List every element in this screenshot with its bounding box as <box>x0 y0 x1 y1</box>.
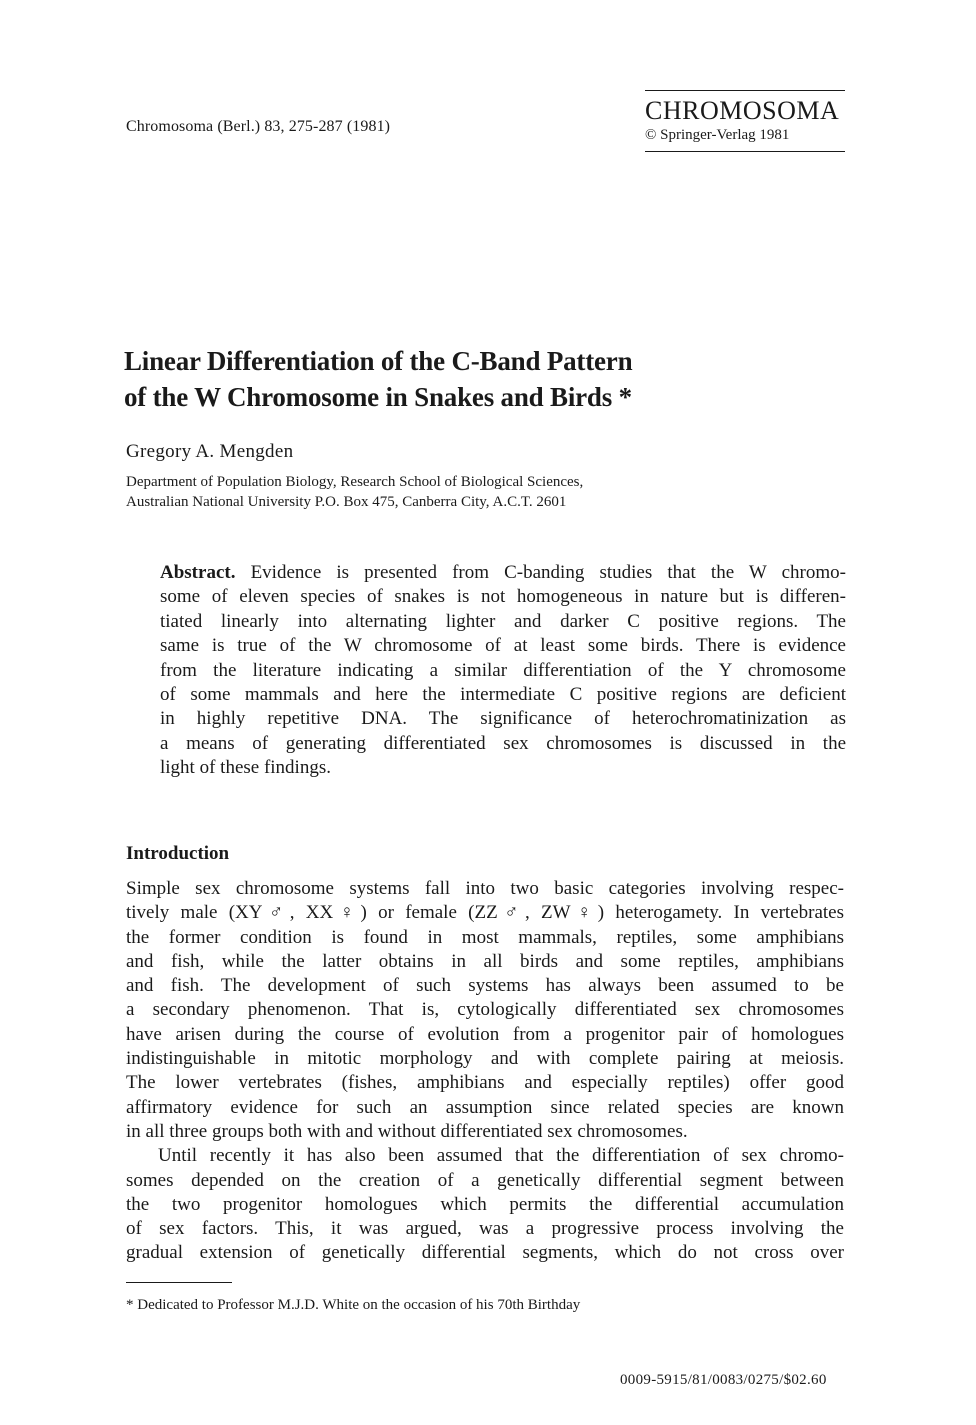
affiliation-line: Department of Population Biology, Research School of Biological Sciences, <box>126 474 584 490</box>
abstract-first-line-text: Evidence is presented from C-banding studies that the W chromo- <box>235 562 846 583</box>
body-line: of sex factors. This, it was argued, was a progressive process involving the <box>126 1218 844 1240</box>
body-line: gradual extension of genetically differential segments, which do not cross over <box>126 1242 844 1264</box>
footnote: * Dedicated to Professor M.J.D. White on the occasion of his 70th Birthday <box>126 1297 581 1313</box>
abstract-line: same is true of the W chromosome of at least some birds. There is evidence <box>160 635 846 657</box>
body-line: the former condition is found in most mammals, reptiles, some amphibians <box>126 926 844 948</box>
abstract-line: in highly repetitive DNA. The significance of heterochromatinization as <box>160 708 846 730</box>
abstract-line: a means of generating differentiated sex chromosomes is discussed in the <box>160 732 846 754</box>
journal-citation: Chromosoma (Berl.) 83, 275-287 (1981) <box>126 118 391 135</box>
body-line: tively male (XY♂, XX♀) or female (ZZ♂, ZW♀) heterogamety. In vertebrates <box>126 902 844 924</box>
abstract-line <box>160 561 846 585</box>
abstract-line: from the literature indicating a similar differentiation of the Y chromosome <box>160 659 846 681</box>
body-line: a secondary phenomenon. That is, cytologically differentiated sex chromosomes <box>126 999 844 1021</box>
masthead-rule-bottom <box>645 151 845 152</box>
abstract-line: some of eleven species of snakes is not homogeneous in nature but is differen- <box>160 586 846 608</box>
body-line: in all three groups both with and without differentiated sex chromosomes. <box>126 1120 688 1142</box>
author-affiliation <box>126 472 846 512</box>
author-name: Gregory A. Mengden <box>126 441 294 462</box>
title-line: of the W Chromosome in Snakes and Birds * <box>124 382 632 412</box>
journal-masthead <box>645 90 845 152</box>
affiliation-line: Australian National University P.O. Box 475, Canberra City, A.C.T. 2601 <box>126 494 567 510</box>
title-line: Linear Differentiation of the C-Band Pattern <box>124 346 633 376</box>
body-line: The lower vertebrates (fishes, amphibians and especially reptiles) offer good <box>126 1072 844 1094</box>
abstract-line: of some mammals and here the intermediate C positive regions are deficient <box>160 684 846 706</box>
body-line: somes depended on the creation of a genetically differential segment between <box>126 1169 844 1191</box>
abstract <box>160 561 846 781</box>
footnote-rule <box>126 1282 232 1283</box>
body-line: indistinguishable in mitotic morphology and with complete pairing at meiosis. <box>126 1048 844 1070</box>
introduction-body <box>126 877 844 1266</box>
masthead-rule-top <box>645 90 845 91</box>
paper-title <box>124 343 844 415</box>
body-line: affirmatory evidence for such an assumption since related species are known <box>126 1096 844 1118</box>
article-code: 0009-5915/81/0083/0275/$02.60 <box>620 1372 827 1388</box>
abstract-line: tiated linearly into alternating lighter and darker C positive regions. The <box>160 610 846 632</box>
body-line: Until recently it has also been assumed that the differentiation of sex chromo- <box>158 1145 844 1167</box>
body-line: and fish, while the latter obtains in all birds and some reptiles, amphibians <box>126 950 844 972</box>
journal-name: CHROMOSOMA <box>645 96 840 125</box>
abstract-line: light of these findings. <box>160 757 331 779</box>
publisher-copyright: © Springer-Verlag 1981 <box>645 127 790 143</box>
abstract-label: Abstract. <box>160 562 236 583</box>
body-line: have arisen during the course of evolution from a progenitor pair of homologues <box>126 1023 844 1045</box>
body-line: Simple sex chromosome systems fall into two basic categories involving respec- <box>126 878 844 899</box>
body-line: and fish. The development of such systems has always been assumed to be <box>126 975 844 997</box>
section-heading-introduction: Introduction <box>126 843 230 864</box>
body-line: the two progenitor homologues which permits the differential accumulation <box>126 1193 844 1215</box>
